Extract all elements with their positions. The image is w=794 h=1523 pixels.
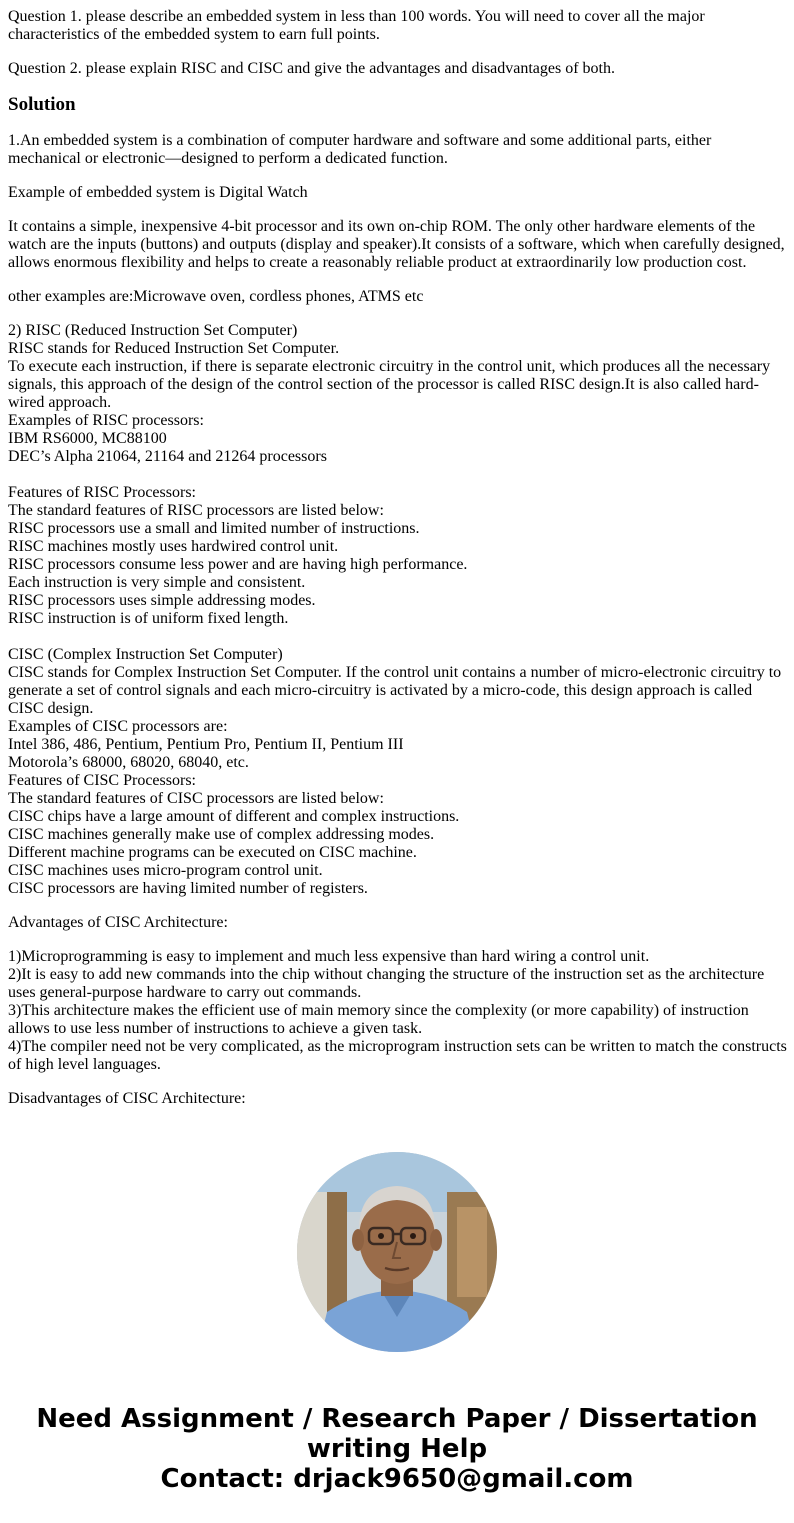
cisc-advantage-1: 1)Microprogramming is easy to implement and much less expensive than hard wiring a control unit. [8, 948, 650, 965]
embedded-definition: 1.An embedded system is a combination of computer hardware and software and some additional parts, either mechanical or electronic—designed to perform a dedicated function. [8, 132, 712, 167]
cisc-feature-3: Different machine programs can be executed on CISC machine. [8, 844, 417, 861]
cisc-advantages-list [8, 948, 788, 1074]
risc-feature-2: RISC machines mostly uses hardwired control unit. [8, 538, 339, 555]
cisc-advantage-2: 2)It is easy to add new commands into the chip without changing the structure of the instruction set as the architecture uses general-purpose hardware to carry out commands. [8, 966, 765, 1001]
question-2: Question 2. please explain RISC and CISC and give the advantages and disadvantages of both. [8, 60, 615, 77]
cisc-disadvantages-heading: Disadvantages of CISC Architecture: [8, 1090, 246, 1107]
risc-features-intro: The standard features of RISC processors are listed below: [8, 502, 384, 519]
promo-contact-line: Contact: drjack9650@gmail.com [160, 1464, 634, 1494]
risc-feature-6: RISC instruction is of uniform fixed length. [8, 610, 289, 627]
avatar [297, 1152, 497, 1352]
cisc-description: CISC stands for Complex Instruction Set Computer. If the control unit contains a number of micro-electronic circuitry to generate a set of control signals and each micro-circuitry is activated by a micro-code, this design approach is called CISC design. [8, 664, 782, 717]
risc-feature-1: RISC processors use a small and limited number of instructions. [8, 520, 420, 537]
embedded-example: Example of embedded system is Digital Watch [8, 184, 308, 201]
risc-description: To execute each instruction, if there is separate electronic circuitry in the control unit, which produces all the necessary signals, this approach of the design of the control section of the processor is called RISC design.It is also called hard-wired approach. [8, 358, 771, 411]
cisc-features-intro: The standard features of CISC processors are listed below: [8, 790, 384, 807]
risc-feature-4: Each instruction is very simple and consistent. [8, 574, 306, 591]
risc-features-label: Features of RISC Processors: [8, 484, 196, 501]
risc-heading: 2) RISC (Reduced Instruction Set Computer) [8, 322, 298, 339]
blank-line [8, 466, 788, 484]
blank-line [8, 628, 788, 646]
document-body [8, 8, 788, 1124]
cisc-example-1: Intel 386, 486, Pentium, Pentium Pro, Pentium II, Pentium III [8, 736, 404, 753]
digital-watch-description: It contains a simple, inexpensive 4-bit processor and its own on-chip ROM. The only other hardware elements of the watch are the inputs (buttons) and outputs (display and speaker).It consists of a software, which when carefully designed, allows enormous flexibility and helps to create a reasonably reliable product at extraordinarily low production cost. [8, 218, 785, 271]
promo-help-line: Need Assignment / Research Paper / Dissertation writing Help [36, 1404, 758, 1464]
risc-example-2: DEC’s Alpha 21064, 21164 and 21264 processors [8, 448, 327, 465]
person-photo-icon [297, 1152, 497, 1352]
question-1: Question 1. please describe an embedded system in less than 100 words. You will need to cover all the major characteristics of the embedded system to earn full points. [8, 8, 705, 43]
cisc-heading: CISC (Complex Instruction Set Computer) [8, 646, 283, 663]
cisc-feature-1: CISC chips have a large amount of different and complex instructions. [8, 808, 460, 825]
risc-feature-3: RISC processors consume less power and are having high performance. [8, 556, 468, 573]
cisc-advantages-heading: Advantages of CISC Architecture: [8, 914, 228, 931]
risc-examples-label: Examples of RISC processors: [8, 412, 204, 429]
cisc-advantage-3: 3)This architecture makes the efficient use of main memory since the complexity (or more capability) of instruction allows to use less number of instructions to achieve a given task. [8, 1002, 749, 1037]
risc-stands-for: RISC stands for Reduced Instruction Set Computer. [8, 340, 340, 357]
cisc-feature-2: CISC machines generally make use of complex addressing modes. [8, 826, 435, 843]
cisc-feature-4: CISC machines uses micro-program control unit. [8, 862, 323, 879]
risc-example-1: IBM RS6000, MC88100 [8, 430, 167, 447]
solution-heading: Solution [8, 94, 76, 115]
cisc-example-2: Motorola’s 68000, 68020, 68040, etc. [8, 754, 249, 771]
cisc-examples-label: Examples of CISC processors are: [8, 718, 228, 735]
other-examples: other examples are:Microwave oven, cordless phones, ATMS etc [8, 288, 424, 305]
risc-section [8, 322, 788, 898]
cisc-features-label: Features of CISC Processors: [8, 772, 196, 789]
promo-banner [0, 1404, 794, 1494]
cisc-advantage-4: 4)The compiler need not be very complicated, as the microprogram instruction sets can be written to match the constructs of high level languages. [8, 1038, 787, 1073]
cisc-feature-5: CISC processors are having limited number of registers. [8, 880, 368, 897]
risc-feature-5: RISC processors uses simple addressing modes. [8, 592, 316, 609]
